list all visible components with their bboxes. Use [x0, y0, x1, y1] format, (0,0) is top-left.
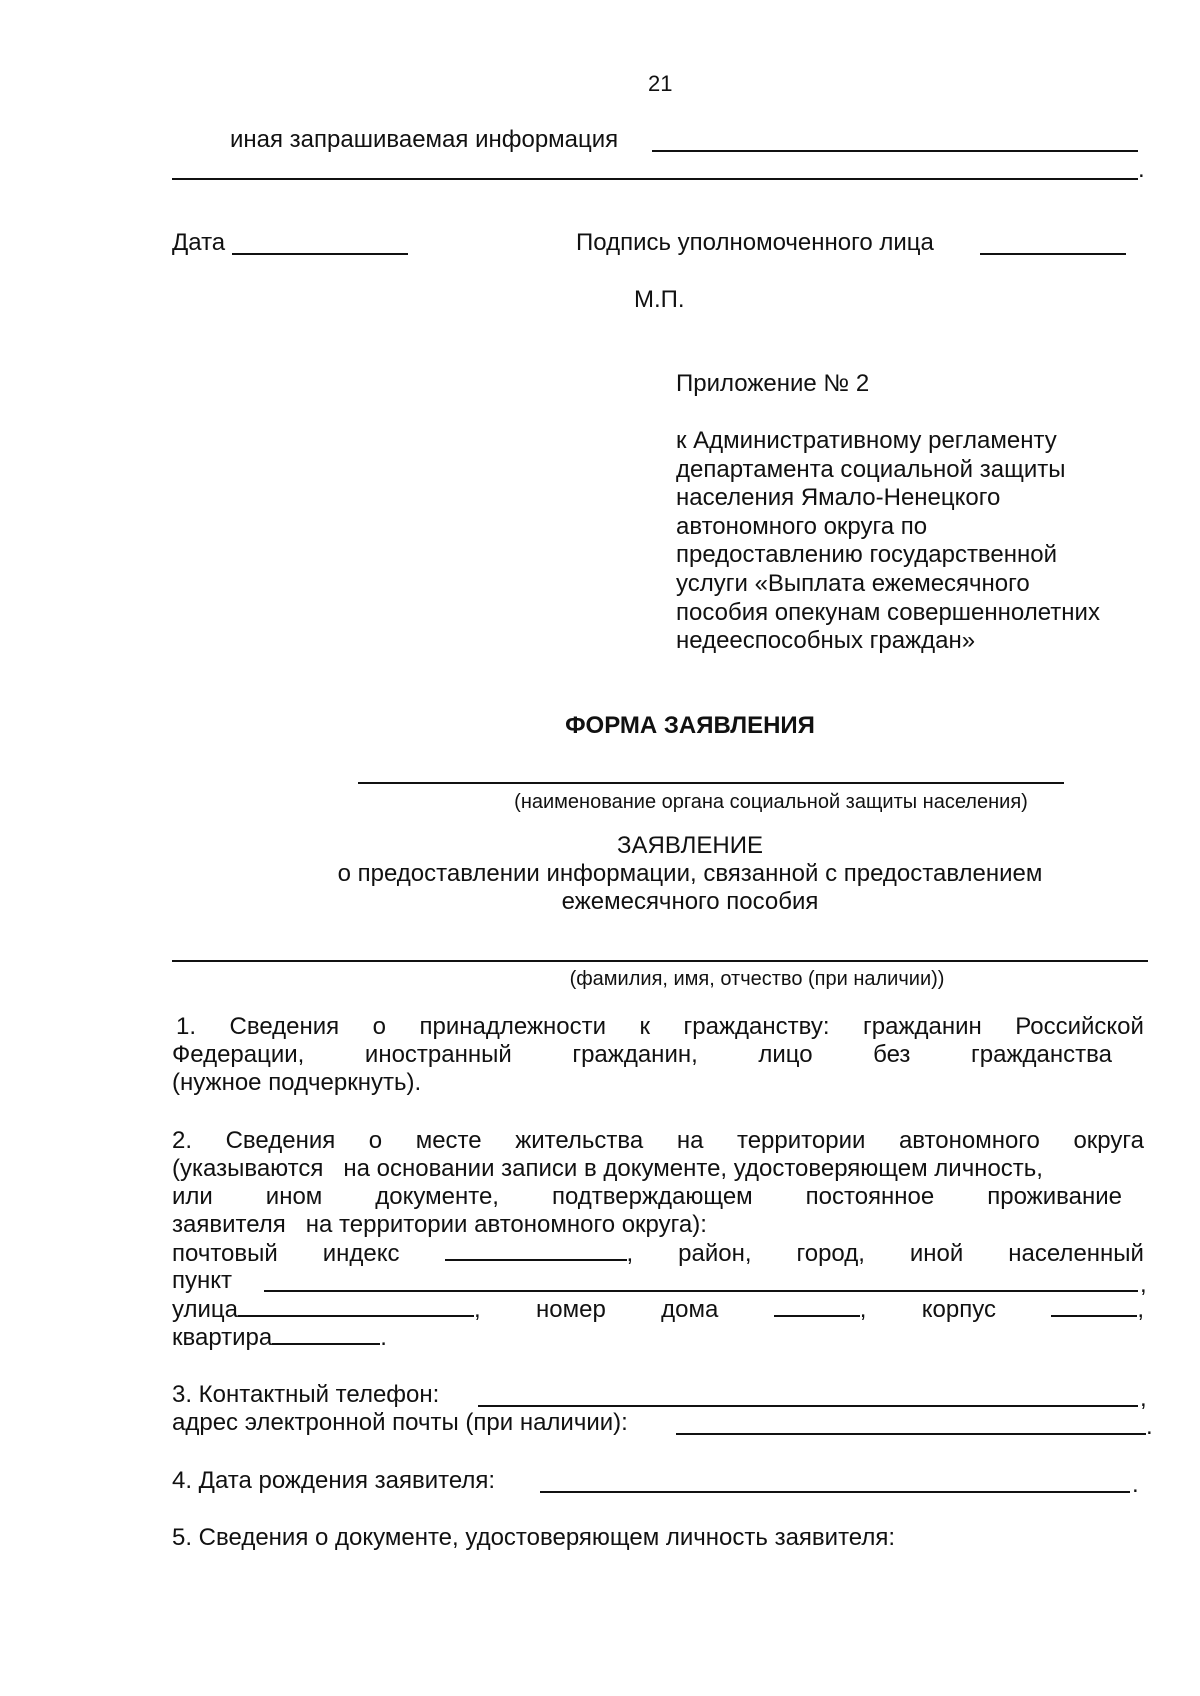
- word: 2.: [172, 1127, 193, 1154]
- signature-line: [980, 253, 1126, 255]
- appendix-line: департамента социальной защиты: [676, 455, 1066, 483]
- word: лицо: [758, 1041, 813, 1068]
- item2-line3: [172, 1183, 1122, 1211]
- word: о: [372, 1013, 387, 1040]
- comma: ,: [626, 1240, 634, 1267]
- word: Российской: [1015, 1013, 1144, 1040]
- other-info-period: .: [1138, 156, 1145, 183]
- org-name-caption: (наименование органа социальной защиты населения): [514, 791, 1028, 813]
- org-name-line: [358, 782, 1064, 784]
- word: Сведения: [229, 1013, 340, 1040]
- word: месте: [415, 1127, 482, 1154]
- street-label: улица: [172, 1296, 238, 1323]
- word: документе,: [375, 1183, 499, 1210]
- application-subtitle-2: ежемесячного пособия: [561, 888, 819, 915]
- item2-postal-line: [172, 1239, 1144, 1268]
- item1-line3: (нужное подчеркнуть).: [172, 1069, 422, 1096]
- word: автономного: [898, 1127, 1040, 1154]
- word: ином: [265, 1183, 323, 1210]
- word: населенный: [1008, 1240, 1144, 1267]
- word: гражданин: [863, 1013, 982, 1040]
- item2-line2: (указываются на основании записи в документе, удостоверяющем личность,: [172, 1155, 1043, 1182]
- word: город,: [796, 1240, 865, 1267]
- word: номер: [536, 1296, 606, 1323]
- other-info-label: иная запрашиваемая информация: [230, 126, 619, 153]
- comma: ,: [859, 1296, 867, 1323]
- appendix-line: недееспособных граждан»: [676, 627, 976, 655]
- item1-line2: [172, 1041, 1112, 1069]
- word: 1.: [176, 1013, 197, 1040]
- comma: ,: [1137, 1296, 1144, 1323]
- phone-label: 3. Контактный телефон:: [172, 1381, 440, 1408]
- apartment-label: квартира: [172, 1324, 273, 1351]
- korpus-field[interactable]: [1051, 1295, 1144, 1324]
- comma: ,: [1140, 1385, 1147, 1412]
- word: принадлежности: [419, 1013, 607, 1040]
- street-field[interactable]: [172, 1295, 481, 1324]
- period: .: [380, 1324, 387, 1351]
- item2-street-line: [172, 1295, 1144, 1324]
- form-heading: ФОРМА ЗАЯВЛЕНИЯ: [565, 712, 815, 739]
- appendix-line: предоставлению государственной: [676, 541, 1058, 569]
- signature-label: Подпись уполномоченного лица: [576, 229, 934, 256]
- word: территории: [736, 1127, 866, 1154]
- period: .: [1132, 1471, 1139, 1498]
- word: округа: [1073, 1127, 1144, 1154]
- word: Федерации,: [172, 1041, 305, 1068]
- word: о: [368, 1127, 383, 1154]
- point-label: пункт: [172, 1267, 233, 1294]
- id-document-label: 5. Сведения о документе, удостоверяющем личность заявителя:: [172, 1524, 896, 1551]
- word: или: [172, 1183, 213, 1210]
- word: гражданству:: [683, 1013, 830, 1040]
- locality-field[interactable]: [264, 1290, 1138, 1292]
- email-label: адрес электронной почты (при наличии):: [172, 1409, 628, 1436]
- comma: ,: [473, 1296, 481, 1323]
- birth-date-label: 4. Дата рождения заявителя:: [172, 1467, 496, 1494]
- house-field[interactable]: [774, 1295, 867, 1324]
- phone-field[interactable]: [478, 1405, 1138, 1407]
- word: подтверждающем: [551, 1183, 753, 1210]
- appendix-line: автономного округа по: [676, 512, 928, 540]
- appendix-line: к Административному регламенту: [676, 427, 1057, 454]
- word: на: [676, 1127, 704, 1154]
- word: без: [873, 1041, 911, 1068]
- postal-code-field[interactable]: [445, 1239, 634, 1268]
- birth-date-field[interactable]: [540, 1491, 1130, 1493]
- word: проживание: [987, 1183, 1122, 1210]
- fio-line: [172, 960, 1148, 962]
- word: жительства: [515, 1127, 644, 1154]
- word: иной: [909, 1240, 964, 1267]
- word: к: [639, 1013, 651, 1040]
- appendix-line: населения Ямало-Ненецкого: [676, 484, 1001, 512]
- period: .: [1146, 1413, 1153, 1440]
- word: гражданства: [971, 1041, 1112, 1068]
- date-label: Дата: [172, 229, 226, 256]
- page-number: 21: [648, 71, 673, 96]
- apartment-field[interactable]: [172, 1323, 387, 1352]
- item2-line1: [172, 1127, 1144, 1155]
- appendix-title: Приложение № 2: [676, 370, 870, 397]
- comma: ,: [1140, 1271, 1147, 1298]
- word: иностранный: [364, 1041, 512, 1068]
- word: постоянное: [805, 1183, 935, 1210]
- word: Сведения: [225, 1127, 336, 1154]
- email-field[interactable]: [676, 1433, 1146, 1435]
- word: район,: [678, 1240, 752, 1267]
- application-title: ЗАЯВЛЕНИЕ: [617, 832, 763, 859]
- appendix-line: пособия опекунам совершеннолетних: [676, 598, 1100, 626]
- item1-line1: [176, 1013, 1144, 1041]
- seal-label: М.П.: [634, 286, 685, 313]
- fio-caption: (фамилия, имя, отчество (при наличии)): [569, 968, 945, 990]
- other-info-line: [652, 150, 1138, 152]
- appendix-text: [676, 427, 1100, 656]
- item2-line4: заявителя на территории автономного округа):: [172, 1211, 707, 1238]
- application-subtitle-1: о предоставлении информации, связанной с предоставлением: [337, 860, 1043, 887]
- word: корпус: [921, 1296, 996, 1323]
- other-info-line-2: [172, 178, 1138, 180]
- date-line: [232, 253, 408, 255]
- appendix-line: услуги «Выплата ежемесячного: [676, 569, 1030, 597]
- word: почтовый: [172, 1240, 278, 1267]
- word: гражданин,: [572, 1041, 698, 1068]
- word: индекс: [322, 1240, 400, 1267]
- word: дома: [661, 1296, 719, 1323]
